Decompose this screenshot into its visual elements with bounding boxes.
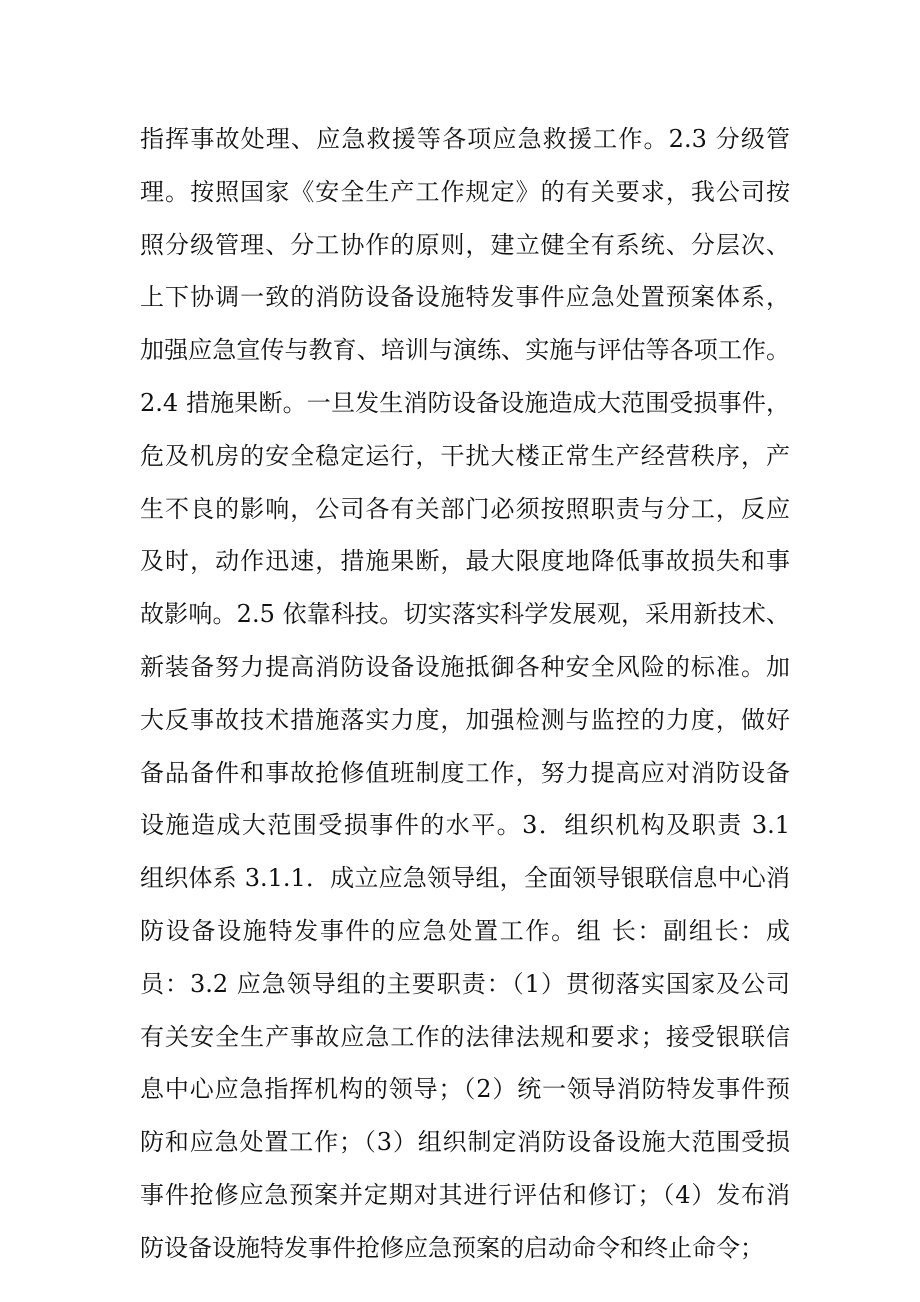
text-line: 故影响。2.5 依靠科技。切实落实科学发展观，采用新技术、 (140, 600, 790, 629)
text-line: 理。按照国家《安全生产工作规定》的有关要求，我公司按 (140, 177, 790, 206)
text-line: 息中心应急指挥机构的领导；（2）统一领导消防特发事件预 (140, 1075, 790, 1104)
text-line: 及时，动作迅速，措施果断，最大限度地降低事故损失和事 (140, 547, 790, 576)
body-text (140, 113, 790, 1275)
text-line: 防和应急处置工作；（3）组织制定消防设备设施大范围受损 (140, 1128, 790, 1157)
text-line: 2.4 措施果断。一旦发生消防设备设施造成大范围受损事件， (140, 388, 790, 417)
text-line: 备品备件和事故抢修值班制度工作，努力提高应对消防设备 (140, 758, 790, 787)
text-line: 防设备设施特发事件的应急处置工作。组 长：副组长：成 (140, 916, 790, 945)
text-line: 有关安全生产事故应急工作的法律法规和要求；接受银联信 (140, 1022, 790, 1051)
text-line: 新装备努力提高消防设备设施抵御各种安全风险的标准。加 (140, 652, 790, 681)
text-line: 加强应急宣传与教育、培训与演练、实施与评估等各项工作。 (140, 336, 790, 365)
text-line: 设施造成大范围受损事件的水平。3．组织机构及职责 3.1 (140, 811, 790, 840)
text-line: 员：3.2 应急领导组的主要职责：（1）贯彻落实国家及公司 (140, 969, 790, 998)
text-line: 生不良的影响，公司各有关部门必须按照职责与分工，反应 (140, 494, 790, 523)
text-line: 指挥事故处理、应急救援等各项应急救援工作。2.3 分级管 (140, 125, 790, 153)
text-line: 危及机房的安全稳定运行，干扰大楼正常生产经营秩序，产 (140, 441, 790, 470)
text-line: 组织体系 3.1.1．成立应急领导组，全面领导银联信息中心消 (140, 864, 790, 893)
text-line: 大反事故技术措施落实力度，加强检测与监控的力度，做好 (140, 705, 790, 734)
text-line: 事件抢修应急预案并定期对其进行评估和修订；（4）发布消 (140, 1180, 790, 1209)
text-line: 防设备设施特发事件抢修应急预案的启动命令和终止命令； (140, 1233, 764, 1262)
text-line: 照分级管理、分工协作的原则，建立健全有系统、分层次、 (140, 230, 790, 259)
text-line: 上下协调一致的消防设备设施特发事件应急处置预案体系， (140, 283, 790, 312)
